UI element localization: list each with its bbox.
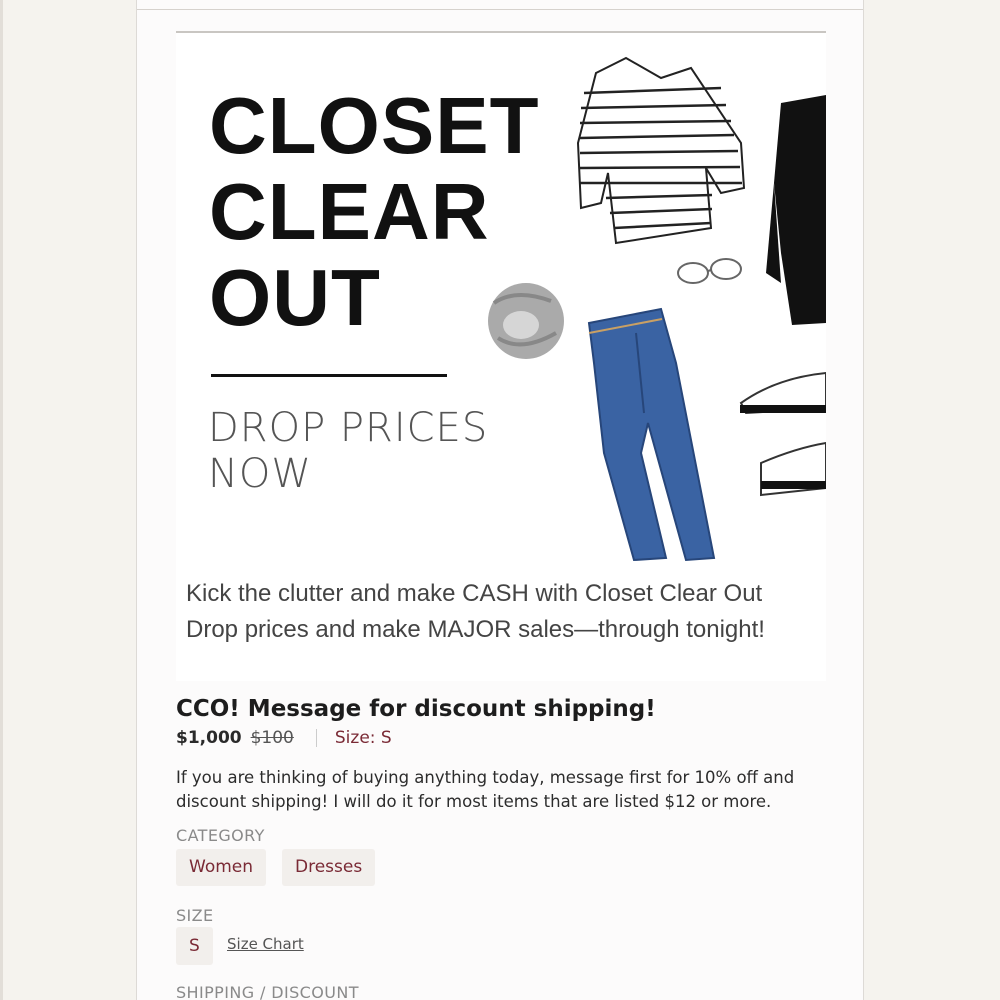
size-tag[interactable]: S	[176, 927, 213, 965]
listing-panel	[136, 0, 864, 1000]
listing-description: If you are thinking of buying anything today, message first for 10% off and discount shipping! I will do it for most items that are listed $12 or more.	[176, 768, 795, 811]
listing-cover-image[interactable]	[176, 31, 826, 681]
listing-price: $1,000	[176, 728, 242, 748]
listing-size: Size: S	[334, 728, 392, 748]
glasses-icon	[678, 259, 741, 283]
listing-title: CCO! Message for discount shipping!	[176, 696, 656, 722]
jacket-icon	[766, 95, 826, 325]
sneakers-icon	[740, 373, 826, 495]
scarf-icon	[488, 283, 564, 359]
banner-subheadline: DROP PRICES NOW	[208, 405, 489, 497]
original-price: $100	[250, 728, 294, 748]
size-chart-link[interactable]: Size Chart	[227, 935, 304, 953]
category-tag-women[interactable]: Women	[176, 849, 266, 886]
banner-headline: CLOSET CLEAR OUT	[209, 81, 540, 342]
size-label: SIZE	[176, 906, 214, 925]
category-label: CATEGORY	[176, 826, 265, 845]
banner-caption: Kick the clutter and make CASH with Closet Clear Out Drop prices and make MAJOR sales—through tonight!	[186, 580, 765, 643]
clothing-illustration	[476, 33, 826, 563]
price-divider	[316, 729, 317, 747]
banner-divider	[211, 374, 447, 377]
shipping-discount-label: SHIPPING / DISCOUNT	[176, 983, 359, 1000]
price-row	[176, 728, 392, 748]
window-edge	[0, 0, 3, 1000]
header-box	[137, 0, 863, 10]
jeans-icon	[589, 309, 714, 560]
category-tag-dresses[interactable]: Dresses	[282, 849, 375, 886]
striped-sweater-icon	[578, 58, 744, 243]
